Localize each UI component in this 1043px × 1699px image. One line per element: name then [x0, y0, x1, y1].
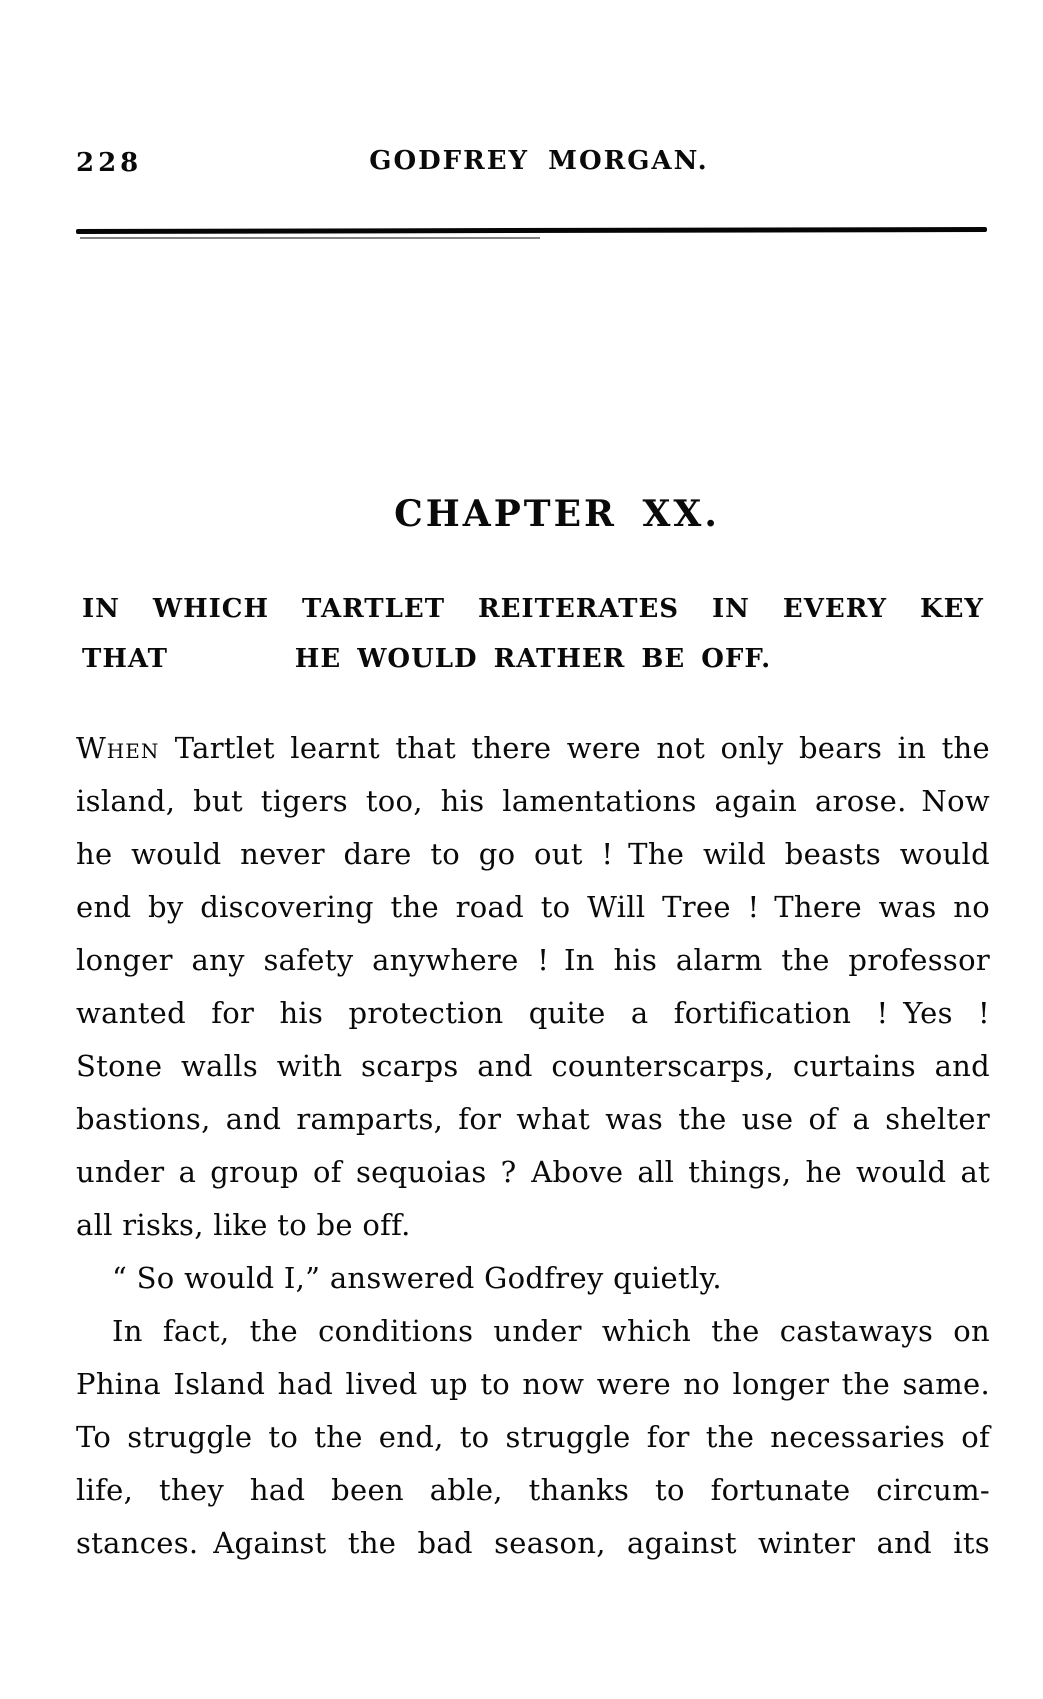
chapter-heading: CHAPTER XX.	[394, 493, 720, 535]
page-number: 228	[76, 148, 143, 178]
body-line: all risks, like to be off.	[76, 1208, 411, 1242]
body-line: under a group of sequoias ? Above all things, he would at	[76, 1155, 990, 1189]
body-text	[76, 722, 990, 1570]
header-rule-shadow	[80, 237, 540, 239]
running-header	[76, 146, 990, 182]
body-line: island, but tigers too, his lamentations again arose. Now	[76, 784, 990, 818]
body-line: longer any safety anywhere ! In his alarm the professor	[76, 943, 990, 977]
chapter-subtitle	[76, 584, 990, 684]
small-caps-lead-word: When	[76, 731, 160, 765]
body-line: life, they had been able, thanks to fortunate circum-	[76, 1473, 990, 1507]
body-line: Phina Island had lived up to now were no longer the same.	[76, 1367, 990, 1401]
body-line: In fact, the conditions under which the castaways on	[112, 1314, 990, 1348]
body-line: stances. Against the bad season, against winter and its	[76, 1526, 990, 1560]
body-line: bastions, and ramparts, for what was the use of a shelter	[76, 1102, 990, 1136]
body-line: Stone walls with scarps and counterscarps, curtains and	[76, 1049, 990, 1083]
body-line: To struggle to the end, to struggle for the necessaries of	[76, 1420, 990, 1454]
body-line: he would never dare to go out ! The wild beasts would	[76, 837, 990, 871]
body-line: end by discovering the road to Will Tree ! There was no	[76, 890, 990, 924]
body-line: When Tartlet learnt that there were not only bears in the	[76, 731, 990, 765]
body-line: “ So would I,” answered Godfrey quietly.	[112, 1261, 722, 1295]
chapter-subtitle-line: IN WHICH TARTLET REITERATES IN EVERY KEY THAT	[82, 594, 984, 674]
chapter-subtitle-line: HE WOULD RATHER BE OFF.	[294, 644, 772, 674]
body-line: wanted for his protection quite a fortification ! Yes !	[76, 996, 990, 1030]
running-title: GODFREY MORGAN.	[369, 146, 709, 176]
header-rule	[76, 227, 987, 234]
